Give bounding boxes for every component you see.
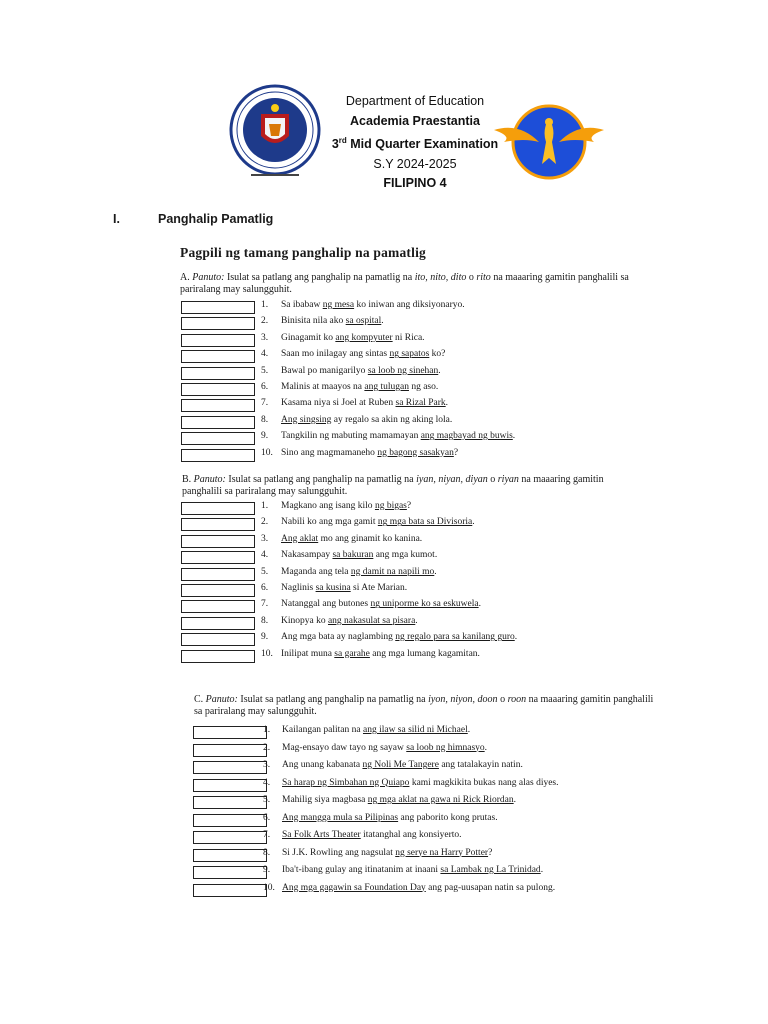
item-sentence [281, 333, 425, 343]
sentence-text: ng aso. [408, 382, 439, 392]
item-sentence [281, 616, 418, 626]
item-number: 10. [261, 648, 273, 659]
underlined-phrase: ng Noli Me Tangere [362, 760, 439, 770]
underlined-phrase: ng mesa [322, 300, 355, 310]
item-sentence [281, 431, 515, 441]
answer-blank-box[interactable] [193, 814, 267, 827]
sentence-text: . [434, 566, 437, 577]
item-number: 8. [263, 847, 271, 858]
sentence-text: Magkano ang isang kilo [281, 501, 375, 511]
exam-title: 3rd Mid Quarter Examination [331, 136, 499, 152]
sentence-text: ko? [429, 349, 446, 360]
answer-blank-box[interactable] [193, 831, 267, 844]
item-number: 5. [261, 566, 269, 577]
sentence-text: Maganda ang tela [281, 566, 351, 577]
item-number: 4. [261, 550, 269, 561]
sentence-text: ang pag-uusapan natin sa pulong. [425, 882, 556, 893]
answer-blank-box[interactable] [181, 568, 255, 581]
sentence-text: Nakasampay [281, 550, 333, 561]
sentence-text: Kasama niya si Joel at Ruben [281, 398, 396, 409]
answer-blank-box[interactable] [181, 416, 255, 429]
underlined-phrase: sa bakuran [332, 550, 374, 561]
sentence-text: . [512, 431, 516, 442]
underlined-phrase: ng mga bata sa Divisoria [377, 517, 473, 528]
answer-blank-box[interactable] [181, 367, 255, 380]
underlined-phrase: ang magbayad ng buwis [420, 431, 513, 442]
answer-blank-box[interactable] [181, 449, 255, 462]
sentence-text: Ginagamit ko [281, 332, 336, 343]
instruction-pronouns: ito, nito, dito [414, 272, 467, 283]
header-text-block [300, 92, 530, 194]
item-number: 9. [261, 632, 269, 643]
worksheet-title: Pagpili ng tamang panghalip na pamatlig [180, 245, 426, 260]
subject-title: FILIPINO 4 [383, 176, 447, 191]
item-number: 9. [261, 431, 269, 442]
item-sentence [282, 883, 555, 893]
underlined-phrase: ng damit na napili mo [350, 566, 435, 577]
sentence-text: Ang mga bata ay naglambing [281, 632, 396, 643]
item-sentence [281, 649, 480, 659]
instruction-text: Isulat sa patlang ang panghalip na pamatlig na [225, 474, 417, 485]
underlined-phrase: ng bagong sasakyan [377, 447, 454, 458]
item-number: 1. [261, 501, 269, 511]
part-instruction [194, 694, 654, 718]
sentence-text: Kinopya ko [281, 615, 328, 626]
instruction-text: Isulat sa patlang ang panghalip na pamatlig na [237, 694, 429, 705]
sentence-text: Kailangan palitan na [282, 725, 363, 735]
item-sentence [282, 743, 487, 753]
sentence-text: ay regalo sa akin ng aking lola. [331, 414, 453, 425]
instruction-last-pronoun: roon [507, 694, 527, 705]
item-sentence [281, 366, 441, 376]
sentence-text: Sino ang magmamaneho [281, 447, 378, 458]
sentence-text: . [514, 632, 518, 643]
item-sentence [282, 760, 523, 770]
item-number: 8. [261, 414, 269, 425]
item-sentence [281, 316, 384, 326]
underlined-phrase: sa loob ng sinehan [367, 365, 439, 376]
item-sentence [281, 415, 452, 425]
instruction-pronouns: iyon, niyon, doon [428, 694, 498, 705]
underlined-phrase: ng uniporme ko sa eskuwela [370, 599, 479, 610]
item-sentence [281, 567, 437, 577]
item-number: 9. [263, 865, 271, 875]
sentence-text: . [445, 398, 449, 409]
sentence-text: Naglinis [281, 583, 316, 593]
item-sentence [282, 778, 559, 788]
sentence-text: . [513, 795, 517, 805]
sentence-text: ? [406, 501, 412, 511]
sentence-text: . [438, 365, 441, 376]
underlined-phrase: Sa Folk Arts Theater [282, 830, 361, 840]
item-number: 1. [261, 300, 269, 310]
sentence-text: ni Rica. [392, 332, 425, 343]
sentence-text: itatanghal ang konsiyerto. [360, 830, 462, 840]
sentence-text: Mag-ensayo daw tayo ng sayaw [282, 742, 407, 753]
part-instruction [182, 474, 642, 498]
sentence-text: Sa ibabaw [281, 300, 323, 310]
underlined-phrase: sa Rizal Park [395, 398, 446, 409]
sentence-text: kami magkikita bukas nang alas diyes. [409, 777, 559, 788]
answer-blank-box[interactable] [181, 432, 255, 445]
instruction-label: Panuto: [193, 474, 226, 485]
sentence-text: Malinis at maayos na [281, 382, 365, 392]
instruction-label: Panuto: [192, 272, 225, 283]
underlined-phrase: Sa harap ng Simbahan ng Quiapo [282, 777, 410, 788]
section-title: Panghalip Pamatlig [158, 212, 274, 226]
sentence-text: ang mga lumang kagamitan. [369, 648, 480, 659]
instruction-pronouns: iyan, niyan, diyan [416, 474, 488, 485]
item-number: 3. [261, 332, 269, 343]
sentence-text: . [415, 615, 418, 626]
item-number: 6. [261, 583, 269, 593]
underlined-phrase: sa loob ng himnasyo [406, 742, 485, 753]
sentence-text: ang tatalakayin natin. [438, 760, 523, 770]
underlined-phrase: ng bigas [374, 501, 407, 511]
underlined-phrase: ng sapatos [389, 349, 430, 360]
sentence-text: Iba't-ibang gulay ang itinatanim at inaani [282, 865, 441, 875]
answer-blank-box[interactable] [181, 350, 255, 363]
item-sentence [282, 725, 470, 735]
item-number: 6. [261, 382, 269, 392]
instruction-or: o [487, 474, 498, 485]
sentence-text: ? [488, 847, 493, 858]
underlined-phrase: ng serye na Harry Potter [395, 847, 489, 858]
sentence-text: . [381, 316, 384, 327]
answer-blank-box[interactable] [181, 650, 255, 663]
underlined-phrase: ang ilaw sa silid ni Michael [362, 725, 468, 735]
item-number: 7. [263, 830, 271, 840]
sentence-text: Bawal po manigarilyo [281, 365, 368, 376]
underlined-phrase: Ang mangga mula sa Pilipinas [282, 812, 399, 823]
underlined-phrase: Ang aklat [281, 533, 319, 544]
answer-blank-box[interactable] [181, 633, 255, 646]
item-number: 7. [261, 398, 269, 409]
instruction-tail: na maaaring gamitin panghalili sa pariralang may salungguhit. [182, 474, 604, 497]
instruction-tail: na maaaring gamitin panghalili sa pariralang may salungguhit. [194, 694, 654, 717]
underlined-phrase: sa kusina [315, 583, 351, 593]
sentence-text: . [484, 742, 488, 753]
answer-blank-box[interactable] [193, 796, 267, 809]
item-sentence [281, 448, 458, 458]
answer-blank-box[interactable] [193, 779, 267, 792]
sentence-text: Natanggal ang butones [281, 599, 371, 610]
answer-blank-box[interactable] [181, 317, 255, 330]
item-number: 10. [261, 447, 273, 458]
item-number: 2. [261, 517, 269, 528]
item-sentence [282, 830, 462, 840]
sentence-text: si Ate Marian. [350, 583, 408, 593]
sentence-text: . [472, 517, 475, 528]
answer-blank-box[interactable] [181, 600, 255, 613]
underlined-phrase: sa Lambak ng La Trinidad [440, 865, 541, 875]
sentence-text: ang paborito kong prutas. [398, 812, 498, 823]
answer-blank-box[interactable] [181, 399, 255, 412]
sentence-text: Mahilig siya magbasa [282, 795, 368, 805]
instruction-last-pronoun: rito [476, 272, 491, 283]
item-number: 3. [261, 533, 269, 544]
item-sentence [281, 300, 465, 310]
answer-blank-box[interactable] [193, 884, 267, 897]
sentence-text: Tangkilin ng mabuting mamamayan [281, 431, 421, 442]
instruction-letter: B. [182, 474, 192, 485]
sentence-text: ? [453, 447, 459, 458]
item-number: 3. [263, 760, 271, 770]
sentence-text: mo ang ginamit ko kanina. [318, 533, 423, 544]
item-number: 6. [263, 812, 271, 823]
sentence-text: . [467, 725, 471, 735]
item-sentence [281, 501, 411, 511]
sentence-text: ang mga kumot. [373, 550, 438, 561]
item-number: 2. [263, 742, 271, 753]
item-number: 1. [263, 725, 271, 735]
underlined-phrase: sa garahe [334, 648, 370, 659]
item-number: 4. [263, 777, 271, 788]
sentence-text: Si J.K. Rowling ang nagsulat [282, 847, 396, 858]
part-instruction [180, 272, 640, 296]
section-number: I. [113, 212, 120, 226]
underlined-phrase: Ang mga gagawin sa Foundation Day [282, 882, 426, 893]
answer-blank-box[interactable] [181, 334, 255, 347]
sentence-text: . [540, 865, 544, 875]
sentence-text: Ang unang kabanata [282, 760, 363, 770]
answer-blank-box[interactable] [193, 761, 267, 774]
answer-blank-box[interactable] [181, 551, 255, 564]
item-sentence [281, 599, 481, 609]
answer-blank-box[interactable] [193, 866, 267, 879]
answer-blank-box[interactable] [181, 502, 255, 515]
underlined-phrase: ang kompyuter [335, 332, 393, 343]
item-sentence [281, 382, 438, 392]
sentence-text: Saan mo inilagay ang sintas [281, 349, 390, 360]
underlined-phrase: ang tulugan [364, 382, 409, 392]
instruction-letter: A. [180, 272, 190, 283]
item-number: 5. [263, 795, 271, 805]
item-sentence [282, 865, 543, 875]
item-number: 5. [261, 365, 269, 376]
underlined-phrase: ang nakasulat sa pisara [327, 615, 416, 626]
instruction-or: o [466, 272, 477, 283]
item-sentence [281, 632, 517, 642]
school-year: S.Y 2024-2025 [373, 156, 457, 171]
underlined-phrase: Ang singsing [281, 414, 332, 425]
underlined-phrase: ng regalo para sa kanilang guro [395, 632, 515, 643]
item-sentence [282, 848, 492, 858]
document-header [0, 84, 768, 194]
instruction-or: o [497, 694, 508, 705]
item-sentence [281, 534, 422, 544]
item-sentence [281, 550, 437, 560]
answer-blank-box[interactable] [181, 617, 255, 630]
sentence-text: Binisita nila ako [281, 316, 346, 327]
sentence-text: Nabili ko ang mga gamit [281, 517, 378, 528]
item-sentence [281, 398, 448, 408]
answer-blank-box[interactable] [193, 744, 267, 757]
item-sentence [281, 349, 445, 359]
item-sentence [282, 813, 498, 823]
instruction-last-pronoun: riyan [497, 474, 519, 485]
instruction-label: Panuto: [205, 694, 238, 705]
school-name: Academia Praestantia [350, 113, 480, 128]
instruction-text: Isulat sa patlang ang panghalip na pamatlig na [224, 272, 415, 283]
item-sentence [281, 517, 475, 527]
item-number: 7. [261, 599, 269, 610]
answer-blank-box[interactable] [193, 849, 267, 862]
item-sentence [282, 795, 516, 805]
item-number: 10. [263, 882, 275, 893]
answer-blank-box[interactable] [181, 383, 255, 396]
department-name: Department of Education [345, 94, 485, 108]
answer-blank-box[interactable] [181, 518, 255, 531]
sentence-text: Inilipat muna [281, 648, 335, 659]
answer-blank-box[interactable] [193, 726, 267, 739]
underlined-phrase: sa ospital [345, 316, 382, 327]
item-number: 2. [261, 316, 269, 327]
item-number: 4. [261, 349, 269, 360]
instruction-tail: na maaaring gamitin panghalili sa pariralang may salungguhit. [180, 272, 629, 295]
answer-blank-box[interactable] [181, 535, 255, 548]
underlined-phrase: ng mga aklat na gawa ni Rick Riordan [367, 795, 514, 805]
answer-blank-box[interactable] [181, 584, 255, 597]
answer-blank-box[interactable] [181, 301, 255, 314]
item-sentence [281, 583, 407, 593]
item-number: 8. [261, 615, 269, 626]
sentence-text: ko iniwan ang diksiyonaryo. [354, 300, 465, 310]
instruction-letter: C. [194, 694, 204, 705]
sentence-text: . [478, 599, 481, 610]
